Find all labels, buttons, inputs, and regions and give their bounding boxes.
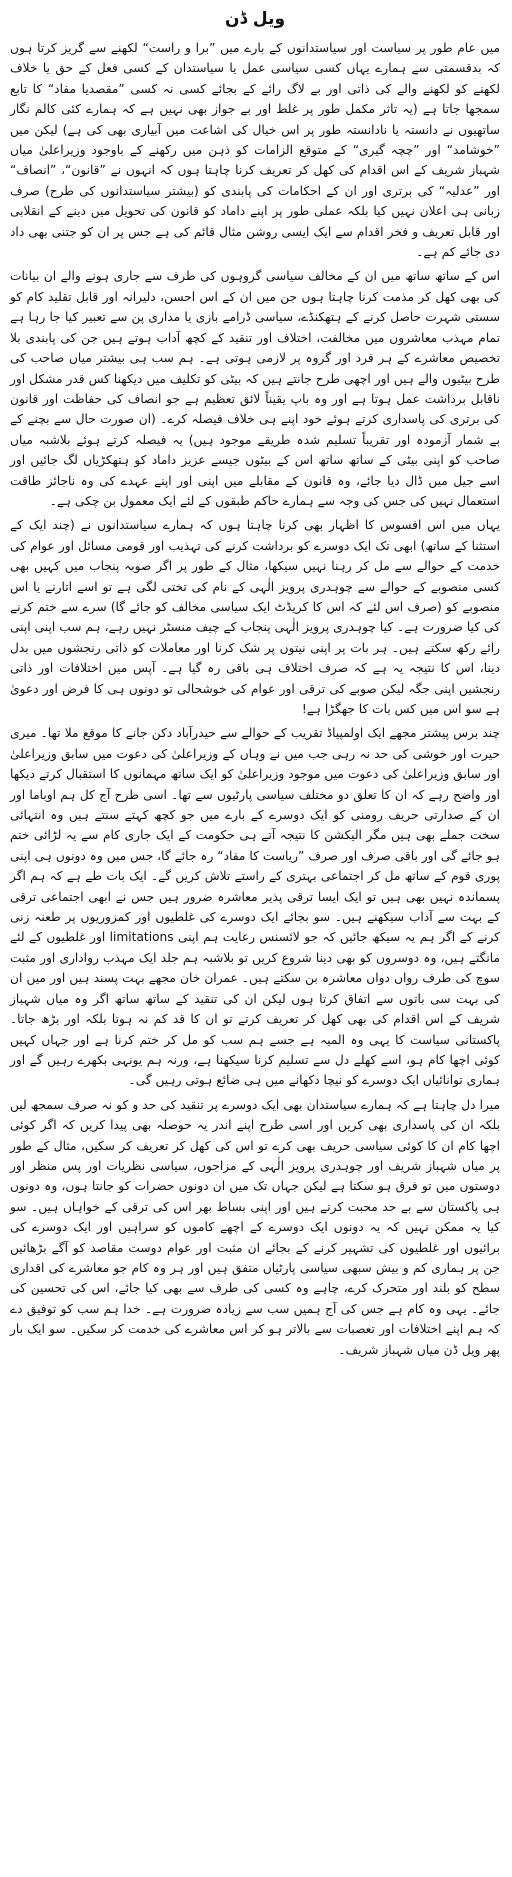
article-title: ویل ڈن bbox=[224, 9, 286, 29]
article-paragraph: چند برس پیشتر مجھے ایک اولمپیاڈ تقریب کے حوالے سے حیدرآباد دکن جانے کا موقع ملا تھا۔ میری حیرت اور خوشی کی حد نہ رہی جب میں نے وہاں کے وزیراعلیٰ کی دعوت میں سابق وزیراعلیٰ اور سابق وزیراعلیٰ کی دعوت میں موجود وزیراعلیٰ کو ایک ساتھ مہمانوں کا استقبال کرتے دیکھا اور واضح رہے کہ ان کا تعلق دو مختلف سیاسی پارٹیوں سے تھا۔ اسی طرح آج کل ہم اوباما اور ان کے صدارتی حریف رومنی کو ایک دوسرے کے بارے میں جو کچھ کہتے سنتے ہیں وہ انتہائی سخت جملے بھی ہیں مگر الیکشن کا نتیجہ آتے ہی حکومت کے ایک جاری کام سے یہ لڑائی ختم ہو جائے گی اور باقی صرف اور صرف ”ریاست کا مفاد“ رہ جائے گا، جس میں وہ دونوں ہی اپنی پوری قوم کے ساتھ مل کر اجتماعی بہتری کے راستے تلاش کریں گے۔ ایک بات طے ہے کہ ہم اگر پسماندہ نہیں بھی ہیں تو ایک ایسا ترقی پذیر معاشرہ ضرور ہیں جس نے ابھی اجتماعی ترقی کے بہت سے آداب سیکھنے ہیں۔ سو بجائے ایک دوسرے کی غلطیوں اور کمزوریوں پر طعنہ زنی کرنے کے اگر ہم یہ سیکھ جائیں کہ جو لائسنس رعایت ہم اپنی limitations اور غلطیوں کے لئے مانگتے ہیں، وہ دوسروں کو بھی دینا شروع کریں تو بلاشبہ ہم جلد ایک مہذب رواداری اور مثبت سوچ کی طرف رواں دواں معاشرہ بن سکتے ہیں۔ عمران خان مجھے بہت پسند ہیں اور میں ان کی بہت سی باتوں سے اتفاق کرتا ہوں لیکن ان کی تنقید کے ساتھ ساتھ اگر وہ میاں شہباز شریف کے اس اقدام کی بھی کھل کر تعریف کرتے تو ان کا قد کم نہ ہوتا بلکہ اور بڑھ جاتا۔ پاکستانی سیاست کا یہی وہ المیہ ہے جسے ہم سب کو مل کر ختم کرنا ہے اور جہاں کہیں کوئی اچھا کام ہو، اسے کھلے دل سے تسلیم کرنا سیکھنا ہے، ورنہ ہم یونہی بکھرے رہیں گے اور ہماری توانائیاں ایک دوسرے کو نیچا دکھانے میں ہی ضائع ہوتی رہیں گی۔ bbox=[10, 726, 500, 1088]
article-paragraph: یہاں میں اس افسوس کا اظہار بھی کرنا چاہتا ہوں کہ ہمارے سیاستدانوں نے (چند ایک کے استثنا کے ساتھ) ابھی تک ایک دوسرے کو برداشت کرنے کی تہذیب اور قومی مسائل اور عوام کی خدمت کے حوالے سے مل کر رہنا نہیں سیکھا، مثال کے طور پر اگر صوبہ پنجاب میں کہیں بھی کسی منصوبے کے حوالے سے چوہدری پرویز الٰہی کے نام کی تختی لگی ہے تو اسے اتارنے یا اس منصوبے کو (صرف اس لئے کہ اس کا کریڈٹ ایک سیاسی مخالف کو جائے گا) سرے سے ختم کرنے کی کیا ضرورت ہے۔ کیا چوہدری پرویز الٰہی پنجاب کے چیف منسٹر نہیں رہے، ہم سب اپنی اپنی رائے رکھ سکتے ہیں۔ ہر بات پر اپنی نیتوں پر شک کرنا اور معاملات کو ذاتی رنجشوں میں بدل دینا، اس کا نتیجہ یہ ہے کہ صرف اختلاف ہی باقی رہ گیا ہے۔ آپس میں اختلافات اور ذاتی رنجشیں اپنی جگہ لیکن صوبے کی ترقی اور عوام کی خوشحالی تو دونوں ہی کا فرض اور دعویٰ ہے سو اس میں کس بات کا جھگڑا ہے! bbox=[10, 518, 500, 716]
article-paragraph: اس کے ساتھ ساتھ میں ان کے مخالف سیاسی گروہوں کی طرف سے جاری ہونے والے ان بیانات کی بھی کھل کر مذمت کرنا چاہتا ہوں جن میں ان کے اس احسن، دلیرانہ اور قابل تقلید کام کو سستی شہرت حاصل کرنے کے ہتھکنڈے، سیاسی ڈرامے بازی یا مداری پن سے تعبیر کیا جا رہا ہے تمام مہذب معاشروں میں مخالفت، اختلاف اور تنقید کے کچھ آداب ہوتے ہیں جن کی پابندی بلا تخصیص معاشرے کے ہر فرد اور گروہ پر لازمی ہوتی ہے۔ ہم سب ہی بیشتر میاں صاحب کی طرح بیٹیوں والے ہیں اور اچھی طرح جانتے ہیں کہ بیٹی کو تکلیف میں دیکھنا کس قدر مشکل اور ناقابل برداشت عمل ہوتا ہے اور وہ باپ یقیناً لائق تعظیم ہے جو انصاف کی حفاظت اور قانون کی برتری کی پاسداری کرتے ہوئے خود اپنے ہی خلاف فیصلہ کرے۔ (ان صورت حال سے بچنے کے بے شمار آزمودہ اور تقریباً تسلیم شدہ طریقے موجود ہیں) یہ فیصلہ کرتے ہوئے بلاشبہ میاں صاحب کو اپنی بیٹی کے ساتھ ساتھ اس کے بیٹوں جیسے عزیز داماد کو ہتھکڑیاں لگ جائیں اور اسے جیل میں ڈال دیا جائے، وہ قانون کے مقابلے میں اپنی اور اپنے عہدے کی وہ ناجائز طاقت استعمال نہیں کی جس کی وجہ سے ہمارے حاکم طبقوں کے لئے ایک معمول بن چکی ہے۔ bbox=[10, 269, 500, 508]
article-paragraph: میرا دل چاہتا ہے کہ ہمارے سیاستدان بھی ایک دوسرے پر تنقید کی حد و کو نہ صرف سمجھ لیں بلکہ ان کی پاسداری بھی کریں اور اسی طرح اپنے اندر یہ حوصلہ بھی پیدا کریں کہ اگر کوئی اچھا کام ان کا کوئی سیاسی حریف بھی کرے تو اس کی کھل کر تعریف کر سکیں، مثال کے طور پر میاں شہباز شریف اور چوہدری پرویز الٰہی کے مزاجوں، سیاسی نظریات اور پس منظر اور دوستوں میں تو فرق ہو سکتا ہے لیکن جہاں تک میں ان دونوں حضرات کو جانتا ہوں، وہ دونوں ہی پاکستان سے بے حد محبت کرتے ہیں اور اپنی بساط بھر اس کی ترقی کے خواہاں ہیں۔ سو کیا یہ ممکن نہیں کہ یہ دونوں ایک دوسرے کے اچھے کاموں کو سراہیں اور ایک دوسرے کی برائیوں اور غلطیوں کی تشہیر کرنے کے بجائے ان مثبت اور عوام دوست مقاصد کو آگے بڑھائیں جن پر ہماری کم و بیش سبھی سیاسی پارٹیاں متفق ہیں اور ہر وہ کام جو معاشرے کی اقداری سطح کو بلند اور متحرک کرے، چاہے وہ کسی کی طرف سے بھی کیا جائے، اس کی تحسین کی جائے۔ یہی وہ کام ہے جس کی آج ہمیں سب سے زیادہ ضرورت ہے۔ خدا ہم سب کو توفیق دے کہ ہم اپنے اختلافات اور تعصبات سے بالاتر ہو کر اس معاشرے کی خدمت کر سکیں۔ سو ایک بار پھر ویل ڈن میاں شہباز شریف۔ bbox=[10, 1097, 500, 1357]
article-paragraph: میں عام طور پر سیاست اور سیاستدانوں کے بارے میں ”برا و راست“ لکھنے سے گریز کرتا ہوں کہ بدقسمتی سے ہمارے یہاں کسی سیاسی عمل یا سیاستدان کے کسی فعل کے حق یا خلاف لکھنے کو لکھنے والے کی ذاتی اور بے لاگ رائے کے بجائے کسی نہ کسی ”مقصدیا مفاد“ کا تابع سمجھا جاتا ہے (یہ تاثر مکمل طور پر غلط اور بے جواز بھی نہیں ہے کہ ہمارے کئی کالم نگار ساتھیوں نے دانستہ یا نادانستہ طور پر اس خیال کی اشاعت میں آبیاری بھی کی ہے) لیکن میں ”خوشامد“ اور ”چچہ گیری“ کے متوقع الزامات کو ذہن میں رکھنے کے باوجود وزیراعلیٰ میاں شہباز شریف کے اس اقدام کی کھل کر تعریف کرنا چاہتا ہوں کہ انہوں نے ”قانون“، ”انصاف“ اور ”عدلیہ“ کی برتری اور ان کے احکامات کی پابندی کو (بیشتر سیاستدانوں کی طرح) صرف زبانی ہی اعلان نہیں کیا بلکہ عملی طور پر اپنے داماد کو قانون کی تحویل میں دینے کے انقلابی اور قابل تعریف و فخر اقدام سے ایک ایسی روشن مثال قائم کی ہے جس پر ان کو جتنی بھی داد دی جائے کم ہے۔ bbox=[10, 41, 500, 260]
